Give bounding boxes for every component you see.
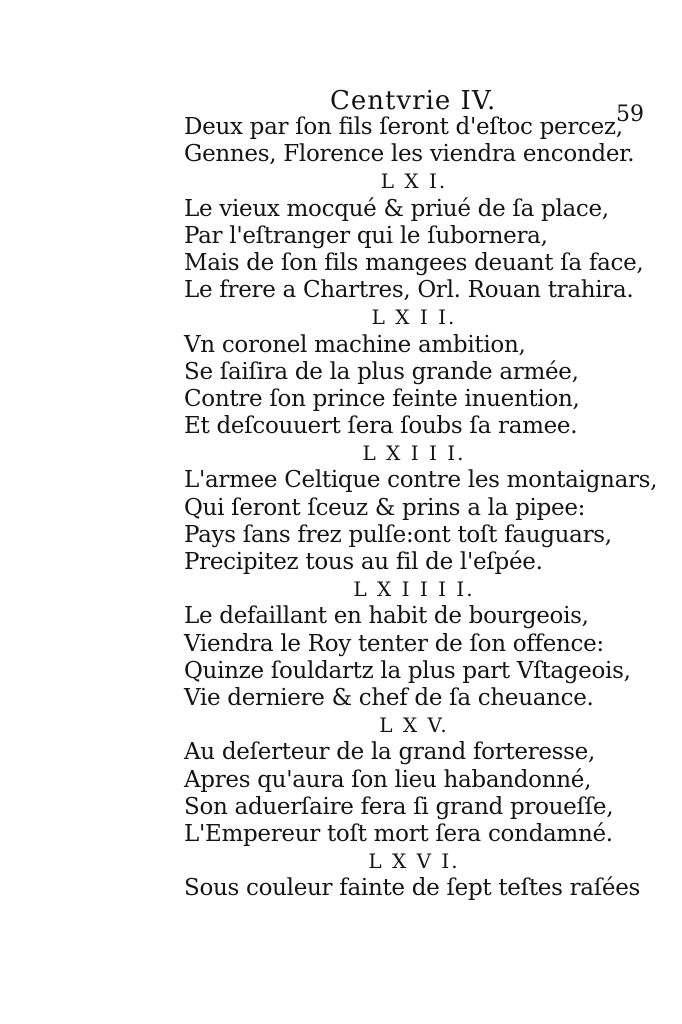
quatrain-number: L X I. <box>380 169 448 194</box>
verse-line: L'armee Celtique contre les montaignars, <box>184 467 658 494</box>
verse-line: Quinze ſouldartz la plus part Vſtageois, <box>184 657 631 684</box>
verse-line: Par l'eſtranger qui le ſubornera, <box>184 222 548 249</box>
quatrain-number: L X I I I I. <box>353 577 475 602</box>
running-title: Centvrie IV. <box>330 86 497 116</box>
verse-line: Vie derniere & chef de ſa cheuance. <box>184 684 594 711</box>
verse-line: Pays ſans frez pulſe:ont toſt fauguars, <box>184 521 612 548</box>
verse-line: Apres qu'aura ſon lieu habandonné, <box>184 766 592 793</box>
verse-line: Contre ſon prince feinte inuention, <box>184 385 580 412</box>
page-number: 59 <box>616 102 644 127</box>
quatrain-number: L X I I I. <box>362 441 466 466</box>
verse-line: Mais de ſon fils mangees deuant ſa face, <box>184 249 644 276</box>
verse-line: Vn coronel machine ambition, <box>184 331 526 358</box>
verse-line: L'Empereur toſt mort ſera condamné. <box>184 820 613 847</box>
verse-line: Gennes, Florence les viendra enconder. <box>184 141 635 168</box>
quatrain-number: L X I I. <box>371 305 457 330</box>
verse-line: Viendra le Roy tenter de ſon offence: <box>184 630 604 657</box>
verse-line: Le frere a Chartres, Orl. Rouan trahira. <box>184 277 634 304</box>
verse-line: Qui ſeront ſceuz & prins a la pipee: <box>184 494 586 521</box>
quatrain-number: L X V I. <box>368 849 460 874</box>
verse-line: Au deſerteur de la grand forteresse, <box>184 739 596 766</box>
verse-line: Son aduerſaire fera ſi grand proueſſe, <box>184 793 614 820</box>
verse-line: Le defaillant en habit de bourgeois, <box>184 603 589 630</box>
verse-line: Et deſcouuert ſera ſoubs ſa ramee. <box>184 413 578 440</box>
quatrain-number: L X V. <box>379 713 449 738</box>
verse-line: Precipitez tous au fil de l'eſpée. <box>184 549 543 575</box>
verse-line: Deux par ſon fils ſeront d'eſtoc percez, <box>184 114 623 140</box>
verse-line: Se ſaiſira de la plus grande armée, <box>184 358 579 385</box>
verse-line: Le vieux mocqué & priué de ſa place, <box>184 195 609 222</box>
verse-line: Sous couleur fainte de ſept teſtes raſées <box>184 875 641 902</box>
